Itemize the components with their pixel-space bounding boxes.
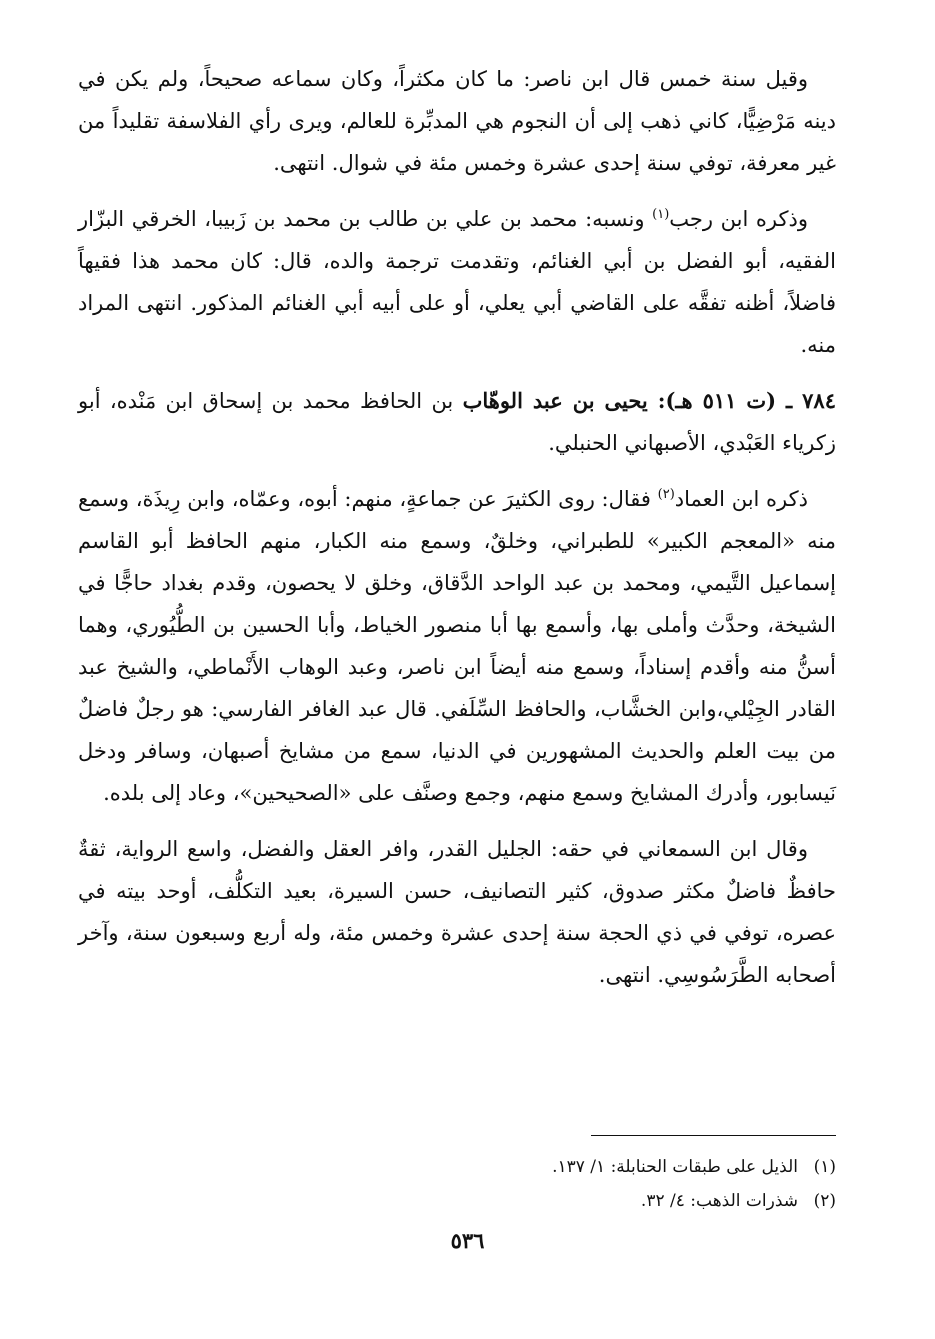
- footnote-1: [78, 1150, 836, 1184]
- paragraph-1: [78, 58, 836, 184]
- paragraph-4: [78, 828, 836, 996]
- paragraph-2: [78, 198, 836, 366]
- footnote-separator: [591, 1135, 836, 1136]
- footnotes: [78, 1150, 836, 1218]
- paragraph-4-text: وقال ابن السمعاني في حقه: الجليل القدر، وافر العقل والفضل، واسع الرواية، ثقةٌ حافظٌ فاضلٌ مكثر صدوق، كثير التصانيف، حسن السيرة، بعيد التكلُّف، أوحد بيته في عصره، توفي في ذي الحجة سنة إحدى عشرة وخمس مئة، وله أربع وسبعون سنة، وآخر أصحابه الطَّرَسُوسِي. انتهى.: [78, 837, 836, 987]
- biography-entry-heading: [78, 380, 836, 464]
- page-number: ٥٣٦: [450, 1228, 485, 1253]
- book-page: [78, 58, 836, 1308]
- footnote-ref-1: (١): [652, 207, 670, 222]
- footnote-2: [78, 1184, 836, 1218]
- footnote-ref-2: (٢): [657, 487, 675, 502]
- entry-death-date: (ت ٥١١ هـ):: [647, 388, 777, 413]
- footnote-1-text: الذيل على طبقات الحنابلة: ١/ ١٣٧.: [552, 1157, 798, 1177]
- footnote-2-number: (٢): [813, 1191, 836, 1211]
- paragraph-3-lead: ذكره ابن العماد: [674, 487, 808, 511]
- footnote-1-number: (١): [813, 1157, 836, 1177]
- paragraph-2-text: ونسبه: محمد بن علي بن طالب بن محمد بن زَبيبا، الخرقي البزّار الفقيه، أبو الفضل بن أبي الغنائم، وتقدمت ترجمة والده، قال: كان محمد هذا فقيهاً فاضلاً، أظنه تفقَّه على القاضي أبي يعلي، أو على أبيه أبي الغنائم المذكور. انتهى المراد منه.: [78, 207, 836, 357]
- entry-lineage: بن الحافظ محمد بن إسحاق ابن مَنْده، أبو زكرياء العَبْدي، الأصبهاني الحنبلي.: [78, 389, 836, 455]
- paragraph-2-lead: وذكره ابن رجب: [669, 207, 808, 231]
- entry-name: يحيى بن عبد الوهّاب: [462, 388, 648, 413]
- paragraph-1-text: وقيل سنة خمس قال ابن ناصر: ما كان مكثراً، وكان سماعه صحيحاً، ولم يكن في دينه مَرْضِيًّا، كاني ذهب إلى أن النجوم هي المدبِّرة للعالم، ويرى رأي الفلاسفة تقليداً من غير معرفة، توفي سنة إحدى عشرة وخمس مئة في شوال. انتهى.: [78, 67, 836, 175]
- paragraph-3: [78, 478, 836, 814]
- entry-number: ٧٨٤ ـ: [776, 388, 836, 413]
- paragraph-3-text: فقال: روى الكثيرَ عن جماعةٍ، منهم: أبوه، وعمّاه، وابن رِيذَة، وسمع منه «المعجم الكبير» للطبراني، وخلقٌ، وسمع منه الكبار، منهم الحافظ أبو القاسم إسماعيل التَّيمي، ومحمد بن عبد الواحد الدَّقاق، وخلق لا يحصون، وقدم بغداد حاجًّا في الشيخة، وحدَّث وأملى بها، وأسمع بها أبا منصور الخياط، وأبا الحسين بن الطُّيُوري، وهما أسنُّ منه وأقدم إسناداً، وسمع منه أيضاً ابن ناصر، وعبد الوهاب الأَنْماطي، والشيخ عبد القادر الجِيْلي،وابن الخشَّاب، والحافظ السِّلَفي. قال عبد الغافر الفارسي: هو رجلٌ فاضلٌ من بيت العلم والحديث المشهورين في الدنيا، سمع من مشايخ أصبهان، وسافر ودخل نَيسابور، وأدرك المشايخ وسمع منهم، وجمع وصنَّف على «الصحيحين»، وعاد إلى بلده.: [78, 487, 836, 805]
- footnote-2-text: شذرات الذهب: ٤/ ٣٢.: [640, 1191, 798, 1211]
